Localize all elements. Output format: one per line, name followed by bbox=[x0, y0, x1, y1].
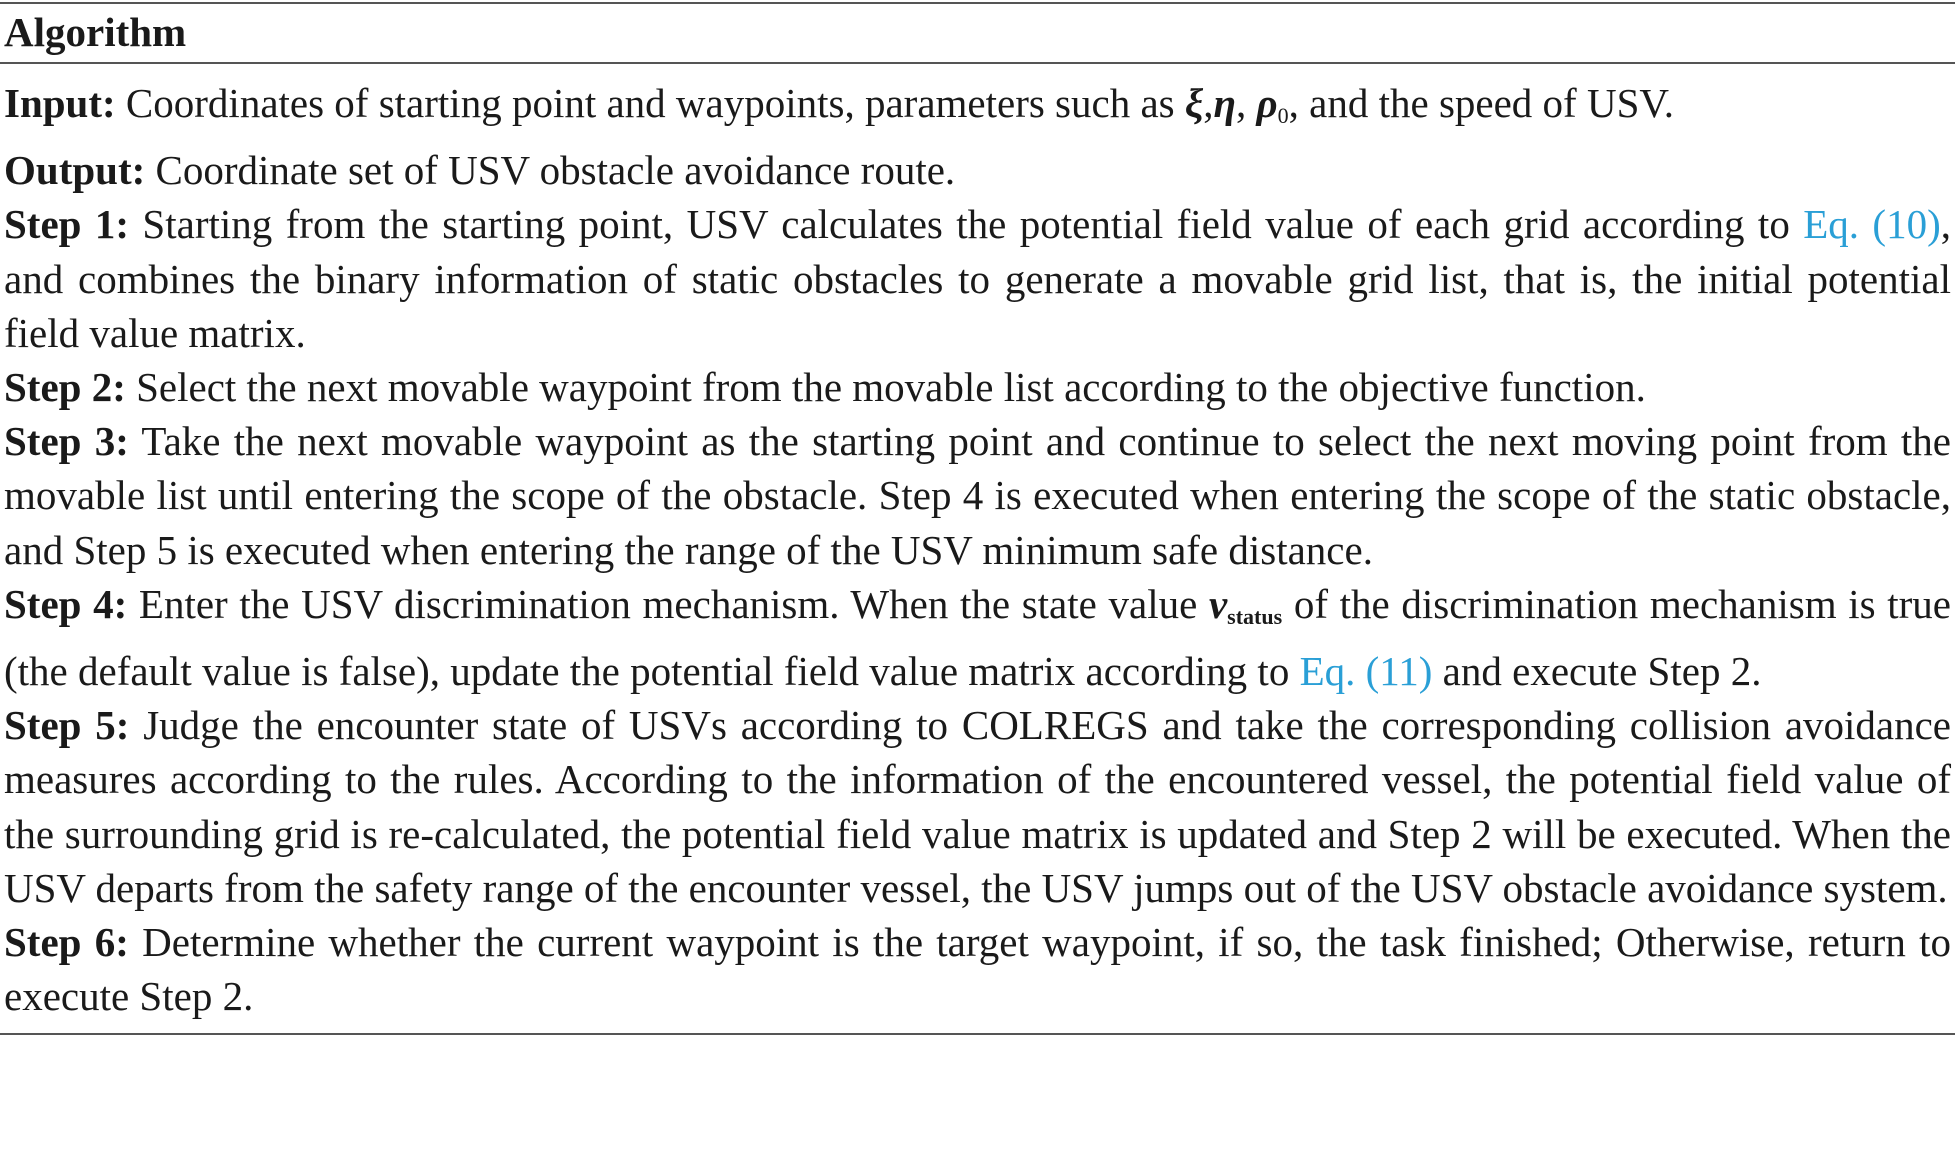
step3-text: Take the next movable waypoint as the starting point and continue to select the next moving point from the movable list until entering the scope of the obstacle. Step 4 is executed when entering the scope of the static obstacle, and Step 5 is executed when entering the range of the USV minimum safe distance. bbox=[4, 418, 1951, 573]
step4-label: Step 4: bbox=[4, 580, 128, 627]
v-symbol: v bbox=[1208, 580, 1228, 627]
eq11-link[interactable]: Eq. (11) bbox=[1299, 648, 1433, 695]
step6-text: Determine whether the current waypoint is the target waypoint, if so, the task finished; Otherwise, return to execute Step 2. bbox=[4, 919, 1951, 1020]
step5-label: Step 5: bbox=[4, 702, 130, 749]
bottom-rule bbox=[0, 1033, 1955, 1035]
input-text-before: Coordinates of starting point and waypoints, parameters such as bbox=[115, 80, 1185, 126]
step2-label: Step 2: bbox=[4, 364, 126, 411]
step4-text-middle: of the discrimination mechanism is true (the default value is false), update the potential field value matrix according to bbox=[4, 580, 1951, 695]
step1-text-before: Starting from the starting point, USV calculates the potential field value of each grid according to bbox=[129, 201, 1804, 248]
step1-text-after: , and combines the binary information of static obstacles to generate a movable grid list, that is, the initial potential field value matrix. bbox=[4, 201, 1951, 356]
step6-label: Step 6: bbox=[4, 919, 129, 966]
algorithm-body bbox=[0, 64, 1955, 1023]
xi-symbol: ξ bbox=[1184, 80, 1204, 126]
input-comma-1: , bbox=[1203, 80, 1214, 126]
output-label: Output: bbox=[4, 147, 146, 194]
input-text-after: , and the speed of USV. bbox=[1288, 80, 1674, 126]
v-status-subscript: status bbox=[1227, 603, 1283, 629]
step6-line bbox=[4, 915, 1951, 1023]
step3-line bbox=[4, 414, 1951, 577]
step5-line bbox=[4, 698, 1951, 915]
input-comma-2: , bbox=[1236, 80, 1257, 126]
output-line bbox=[4, 143, 1951, 197]
step2-line bbox=[4, 360, 1951, 414]
input-line bbox=[4, 76, 1951, 143]
step4-text-before: Enter the USV discrimination mechanism. When the state value bbox=[127, 580, 1209, 627]
rho-symbol: ρ bbox=[1256, 80, 1278, 126]
eta-symbol: η bbox=[1213, 80, 1237, 126]
algorithm-title: Algorithm bbox=[4, 9, 187, 55]
input-label: Input: bbox=[4, 80, 116, 126]
step1-line bbox=[4, 197, 1951, 360]
rho-subscript: 0 bbox=[1277, 103, 1289, 128]
eq10-link[interactable]: Eq. (10) bbox=[1803, 201, 1941, 248]
output-text: Coordinate set of USV obstacle avoidance route. bbox=[145, 147, 956, 194]
step2-text: Select the next movable waypoint from the movable list according to the objective function. bbox=[125, 364, 1646, 411]
step1-label: Step 1: bbox=[4, 201, 130, 248]
step4-line bbox=[4, 577, 1951, 698]
step3-label: Step 3: bbox=[4, 418, 129, 465]
step5-text: Judge the encounter state of USVs according to COLREGS and take the corresponding collision avoidance measures according to the rules. According to the information of the encountered vessel, the potential field value of the surrounding grid is re-calculated, the potential field value matrix is updated and Step 2 will be executed. When the USV departs from the safety range of the encounter vessel, the USV jumps out of the USV obstacle avoidance system. bbox=[4, 702, 1952, 911]
step4-text-after: and execute Step 2. bbox=[1432, 648, 1762, 695]
